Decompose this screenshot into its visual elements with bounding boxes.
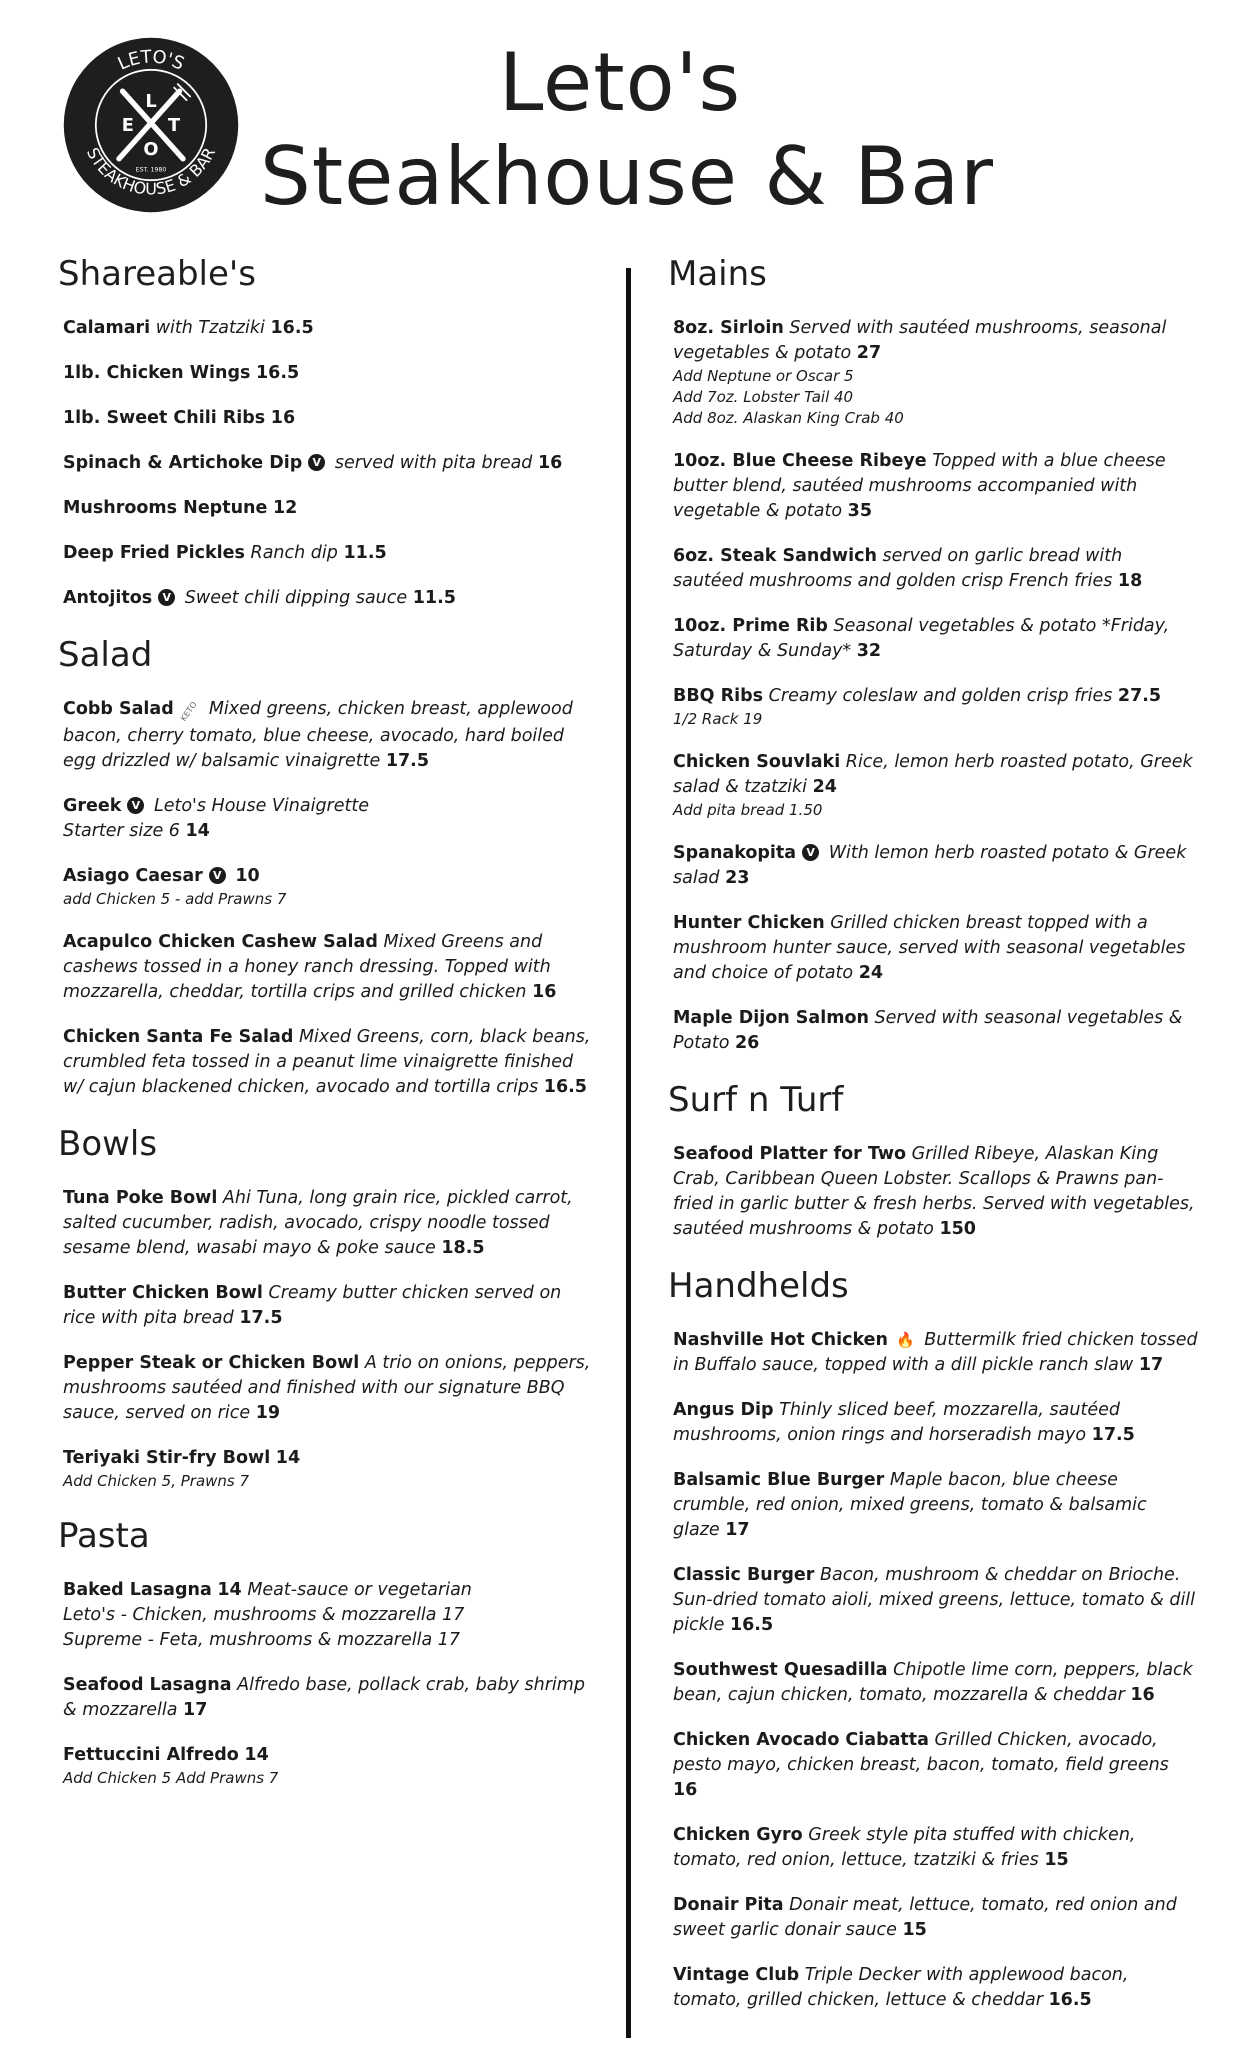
menu-item xyxy=(63,1446,598,1492)
menu-item xyxy=(673,841,1198,891)
item-name: Chicken Avocado Ciabatta xyxy=(673,1730,929,1750)
item-name: Chicken Gyro xyxy=(673,1825,803,1845)
item-price: 27.5 xyxy=(1117,686,1162,706)
item-name: Baked Lasagna xyxy=(63,1580,212,1600)
menu-item xyxy=(63,1743,598,1789)
menu-item xyxy=(63,1281,598,1331)
item-name: Tuna Poke Bowl xyxy=(63,1188,218,1208)
item-price: 16 xyxy=(673,1780,698,1800)
menu-item xyxy=(63,697,598,774)
item-description: With lemon herb roasted potato & Greek salad xyxy=(673,843,1187,888)
item-addon: add Chicken 5 - add Prawns 7 xyxy=(63,890,287,908)
section-shareables xyxy=(58,252,598,611)
keto-icon: KETO xyxy=(178,700,199,723)
item-description: Mixed Greens and cashews tossed in a honey ranch dressing. Topped with mozzarella, cheddar, tortilla crips and grilled chicken xyxy=(63,932,551,1002)
logo-ring-bottom: STEAKHOUSE & BAR xyxy=(82,144,220,199)
section-title: Handhelds xyxy=(668,1266,849,1306)
item-price: 14 xyxy=(185,821,210,841)
title-line-2: Steakhouse & Bar xyxy=(260,130,995,223)
item-addon: Add 8oz. Alaskan King Crab 40 xyxy=(673,409,904,427)
item-name: Southwest Quesadilla xyxy=(673,1660,888,1680)
item-description: Buttermilk fried chicken tossed in Buffalo sauce, topped with a dill pickle ranch slaw xyxy=(673,1330,1198,1375)
item-name: Donair Pita xyxy=(673,1895,784,1915)
item-addon: Add Neptune or Oscar 5 xyxy=(673,367,854,385)
vegetarian-icon: V xyxy=(127,797,144,814)
item-description: Donair meat, lettuce, tomato, red onion and sweet garlic donair sauce xyxy=(673,1895,1177,1940)
item-name: Vintage Club xyxy=(673,1965,800,1985)
item-price: 10 xyxy=(235,866,260,886)
item-name: BBQ Ribs xyxy=(673,686,764,706)
item-variant: Leto's - Chicken, mushrooms & mozzarella 17 xyxy=(63,1605,465,1625)
menu-item xyxy=(673,1893,1198,1943)
item-price: 16.5 xyxy=(729,1615,774,1635)
item-name: 1lb. Chicken Wings xyxy=(63,363,251,383)
item-name: Chicken Santa Fe Salad xyxy=(63,1027,294,1047)
logo-ring-top: LETO'S xyxy=(114,46,188,75)
item-price: 14 xyxy=(244,1745,269,1765)
menu-item xyxy=(673,1963,1198,2013)
item-name: 10oz. Prime Rib xyxy=(673,616,828,636)
item-description: served with pita bread xyxy=(334,453,533,473)
item-price: 17 xyxy=(183,1700,208,1720)
logo-letter-l: L xyxy=(145,91,157,113)
item-price: 16.5 xyxy=(543,1077,587,1097)
item-name: Fettuccini Alfredo xyxy=(63,1745,239,1765)
vegetarian-icon: V xyxy=(158,589,175,606)
item-price: 150 xyxy=(939,1219,976,1239)
item-price: 16.5 xyxy=(270,318,314,338)
item-price: 26 xyxy=(735,1033,760,1053)
item-name: Calamari xyxy=(63,318,151,338)
item-description: Ahi Tuna, long grain rice, pickled carrot, salted cucumber, radish, avocado, crispy noodle tossed sesame blend, wasabi mayo & poke sauce xyxy=(63,1188,573,1258)
item-name: Classic Burger xyxy=(673,1565,815,1585)
item-price: 16 xyxy=(270,408,296,428)
menu-item xyxy=(63,541,598,566)
logo-letter-o: O xyxy=(143,139,159,161)
item-price: 19 xyxy=(255,1403,281,1423)
item-description: Bacon, mushroom & cheddar on Brioche. Sun-dried tomato aioli, mixed greens, lettuce, tomato & dill pickle xyxy=(673,1565,1196,1635)
item-description: Maple bacon, blue cheese crumble, red onion, mixed greens, tomato & balsamic glaze xyxy=(673,1470,1147,1540)
section-title: Shareable's xyxy=(58,254,256,294)
title-line-1: Leto's xyxy=(498,36,742,129)
section-pasta xyxy=(58,1514,598,1789)
menu-item xyxy=(673,1563,1198,1638)
menu-item xyxy=(673,544,1198,594)
menu-item xyxy=(63,586,598,611)
item-price: 17 xyxy=(1138,1355,1164,1375)
menu-item xyxy=(63,1673,598,1723)
menu-item xyxy=(63,1578,598,1653)
item-description: Served with sautéed mushrooms, seasonal vegetables & potato xyxy=(673,318,1167,363)
menu-item xyxy=(673,1728,1198,1803)
item-description: Sweet chili dipping sauce xyxy=(184,588,408,608)
item-price: 14 xyxy=(217,1580,242,1600)
item-price: 27 xyxy=(856,343,882,363)
right-column xyxy=(668,252,1198,2033)
item-name: Asiago Caesar xyxy=(63,866,203,886)
menu-item xyxy=(673,684,1198,730)
item-name: 8oz. Sirloin xyxy=(673,318,784,338)
item-name: Pepper Steak or Chicken Bowl xyxy=(63,1353,360,1373)
menu-item xyxy=(63,794,598,844)
item-price: 16.5 xyxy=(256,363,300,383)
section-title: Mains xyxy=(668,254,767,294)
section-salad xyxy=(58,633,598,1100)
menu-item xyxy=(63,1025,598,1100)
menu-item xyxy=(673,316,1198,429)
logo-letter-e: E xyxy=(121,115,134,137)
item-price: 15 xyxy=(1044,1850,1069,1870)
menu-item xyxy=(63,1351,598,1426)
item-description: Creamy coleslaw and golden crisp fries xyxy=(768,686,1113,706)
item-description: Thinly sliced beef, mozzarella, sautéed mushrooms, onion rings and horseradish mayo xyxy=(673,1400,1120,1445)
item-description: Alfredo base, pollack crab, baby shrimp & mozzarella xyxy=(63,1675,585,1720)
item-name: Nashville Hot Chicken xyxy=(673,1330,888,1350)
item-name: Spanakopita xyxy=(673,843,797,863)
item-price: 15 xyxy=(902,1920,927,1940)
item-addon: Add Chicken 5 Add Prawns 7 xyxy=(63,1769,279,1787)
item-name: Spinach & Artichoke Dip xyxy=(63,453,303,473)
item-price: 35 xyxy=(847,501,872,521)
item-name: Maple Dijon Salmon xyxy=(673,1008,869,1028)
menu-item xyxy=(673,1398,1198,1448)
section-title: Bowls xyxy=(58,1124,158,1164)
item-name: Greek xyxy=(63,796,122,816)
menu-item xyxy=(673,1142,1198,1242)
item-description: Topped with a blue cheese butter blend, sautéed mushrooms accompanied with vegetable & potato xyxy=(673,451,1166,521)
item-description: Grilled Chicken, avocado, pesto mayo, chicken breast, bacon, tomato, field greens xyxy=(673,1730,1169,1775)
item-price: 12 xyxy=(272,498,298,518)
menu-item xyxy=(673,614,1198,664)
vegetarian-icon: V xyxy=(308,454,325,471)
item-name: Deep Fried Pickles xyxy=(63,543,245,563)
section-title: Pasta xyxy=(58,1516,150,1556)
menu-item xyxy=(63,406,598,431)
item-description: Meat-sauce or vegetarian xyxy=(247,1580,472,1600)
menu-item xyxy=(673,1006,1198,1056)
item-price: 16 xyxy=(538,453,563,473)
item-description: Creamy butter chicken served on rice with pita bread xyxy=(63,1283,562,1328)
section-title: Salad xyxy=(58,635,153,675)
logo-letter-t: T xyxy=(168,115,181,137)
menu-item xyxy=(63,316,598,341)
item-description: with Tzatziki xyxy=(155,318,265,338)
item-description: Chipotle lime corn, peppers, black bean, cajun chicken, tomato, mozzarella & cheddar xyxy=(673,1660,1193,1705)
item-name: Mushrooms Neptune xyxy=(63,498,268,518)
item-description-2: Starter size 6 xyxy=(63,821,180,841)
item-price: 17 xyxy=(725,1520,750,1540)
item-name: Seafood Lasagna xyxy=(63,1675,232,1695)
item-description: Leto's House Vinaigrette xyxy=(153,796,370,816)
item-name: Acapulco Chicken Cashew Salad xyxy=(63,932,378,952)
section-surf xyxy=(668,1078,1198,1242)
item-price: 14 xyxy=(275,1448,301,1468)
item-description: Mixed greens, chicken breast, applewood bacon, cherry tomato, blue cheese, avocado, hard boiled egg drizzled w/ balsamic vinaigrette xyxy=(63,699,573,771)
item-description: A trio on onions, peppers, mushrooms sautéed and finished with our signature BBQ sauce, served on rice xyxy=(63,1353,591,1423)
logo-est: EST. 1980 xyxy=(135,166,167,174)
item-price: 11.5 xyxy=(412,588,456,608)
logo xyxy=(62,36,240,214)
item-price: 16.5 xyxy=(1048,1990,1092,2010)
item-price: 16 xyxy=(532,982,557,1002)
menu-item xyxy=(673,911,1198,986)
item-price: 24 xyxy=(858,963,884,983)
item-price: 18.5 xyxy=(441,1238,485,1258)
item-description: Mixed Greens, corn, black beans, crumbled feta tossed in a peanut lime vinaigrette finished w/ cajun blackened chicken, avocado and tortilla crips xyxy=(63,1027,591,1097)
item-name: Chicken Souvlaki xyxy=(673,752,841,772)
item-addon: Add 7oz. Lobster Tail 40 xyxy=(673,388,854,406)
item-name: Angus Dip xyxy=(673,1400,774,1420)
item-name: 10oz. Blue Cheese Ribeye xyxy=(673,451,927,471)
item-description: Ranch dip xyxy=(250,543,338,563)
section-bowls xyxy=(58,1122,598,1492)
item-price: 18 xyxy=(1117,571,1143,591)
menu-item xyxy=(63,451,598,476)
item-name: Teriyaki Stir-fry Bowl xyxy=(63,1448,271,1468)
item-description: Rice, lemon herb roasted potato, Greek salad & tzatziki xyxy=(673,752,1193,797)
item-price: 11.5 xyxy=(343,543,387,563)
section-handhelds xyxy=(668,1264,1198,2013)
menu-item xyxy=(673,1328,1198,1378)
menu-item xyxy=(673,1823,1198,1873)
item-price: 17.5 xyxy=(239,1308,283,1328)
menu-item xyxy=(673,1468,1198,1543)
item-name: 6oz. Steak Sandwich xyxy=(673,546,877,566)
item-name: Butter Chicken Bowl xyxy=(63,1283,263,1303)
item-name: Balsamic Blue Burger xyxy=(673,1470,885,1490)
section-mains xyxy=(668,252,1198,1056)
item-name: Seafood Platter for Two xyxy=(673,1144,907,1164)
item-addon: Add Chicken 5, Prawns 7 xyxy=(63,1472,250,1490)
item-name: Antojitos xyxy=(63,588,153,608)
vegetarian-icon: V xyxy=(209,867,226,884)
item-description: Greek style pita stuffed with chicken, tomato, red onion, lettuce, tzatziki & fries xyxy=(673,1825,1136,1870)
section-title: Surf n Turf xyxy=(668,1080,844,1120)
item-variant: Supreme - Feta, mushrooms & mozzarella 17 xyxy=(63,1630,461,1650)
column-divider xyxy=(626,268,631,2038)
left-column xyxy=(58,252,598,1809)
item-price: 32 xyxy=(856,641,882,661)
item-description: Served with seasonal vegetables & Potato xyxy=(673,1008,1183,1053)
item-addon: Add pita bread 1.50 xyxy=(673,801,823,819)
item-price: 23 xyxy=(725,868,750,888)
item-price: 17.5 xyxy=(1091,1425,1135,1445)
menu-item xyxy=(673,750,1198,821)
item-name: 1lb. Sweet Chili Ribs xyxy=(63,408,266,428)
menu-item xyxy=(63,496,598,521)
spicy-icon: 🔥 xyxy=(896,1331,915,1349)
page-title xyxy=(260,36,995,224)
item-description: served on garlic bread with sautéed mushrooms and golden crisp French fries xyxy=(673,546,1123,591)
item-price: 17.5 xyxy=(385,751,430,771)
item-description: Triple Decker with applewood bacon, tomato, grilled chicken, lettuce & cheddar xyxy=(673,1965,1129,2010)
item-description: Grilled chicken breast topped with a mushroom hunter sauce, served with seasonal vegetables and choice of potato xyxy=(673,913,1186,983)
menu-item xyxy=(673,1658,1198,1708)
menu-item xyxy=(63,361,598,386)
item-addon: 1/2 Rack 19 xyxy=(673,710,763,728)
vegetarian-icon: V xyxy=(802,844,819,861)
item-description: Seasonal vegetables & potato *Friday, Saturday & Sunday* xyxy=(673,616,1170,661)
menu-item xyxy=(63,864,598,910)
menu-item xyxy=(63,1186,598,1261)
item-price: 16 xyxy=(1130,1685,1155,1705)
menu-item xyxy=(673,449,1198,524)
item-name: Cobb Salad xyxy=(63,699,174,719)
item-description: Grilled Ribeye, Alaskan King Crab, Caribbean Queen Lobster. Scallops & Prawns pan-fried in garlic butter & fresh herbs. Served with vegetables, sautéed mushrooms & potato xyxy=(673,1144,1195,1239)
item-name: Hunter Chicken xyxy=(673,913,825,933)
menu-item xyxy=(63,930,598,1005)
item-price: 24 xyxy=(812,777,837,797)
